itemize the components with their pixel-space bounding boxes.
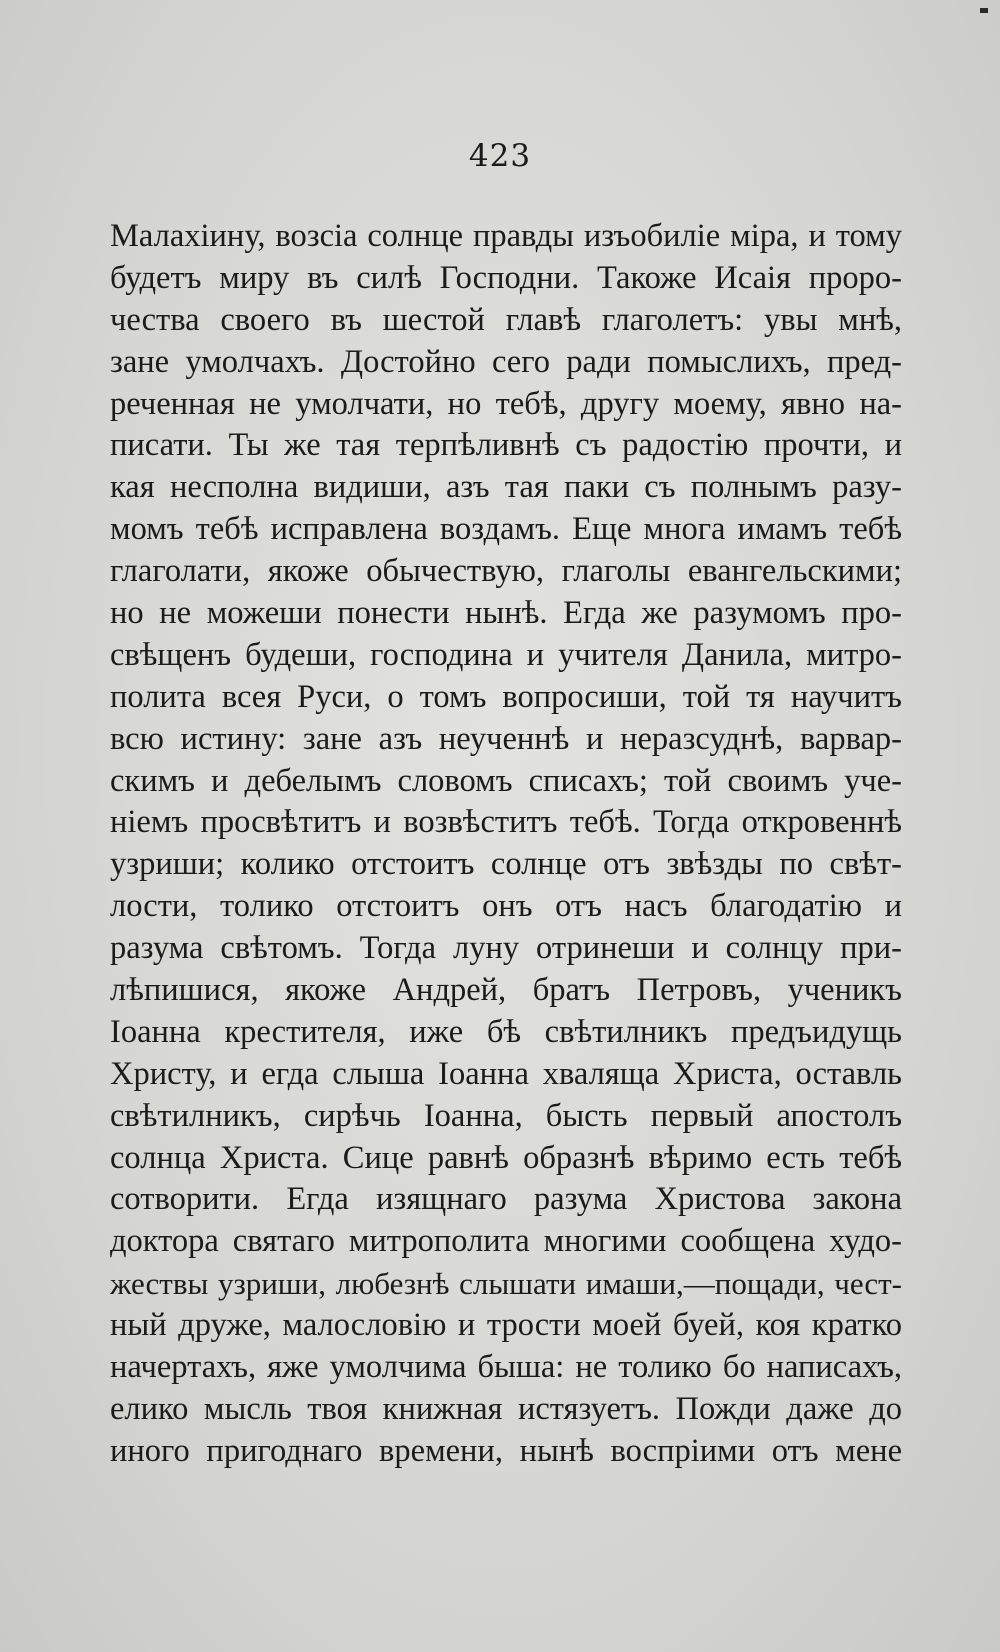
text-line: реченная не умолчати, но тебѣ, другу моему, явно на- <box>110 385 902 422</box>
text-line: всю истину: зане азъ неученнѣ и неразсуднѣ, варвар- <box>110 720 902 757</box>
text-line: начертахъ, яже умолчима быша: не толико бо написахъ, <box>110 1349 902 1386</box>
body-text <box>110 216 902 1473</box>
text-line: чества своего въ шестой главѣ глаголетъ: увы мнѣ, <box>110 301 902 338</box>
text-line: свѣтилникъ, сирѣчь Іоанна, бысть первый апостолъ <box>110 1097 902 1134</box>
text-line: лѣпишися, якоже Андрей, братъ Петровъ, ученикъ <box>110 972 902 1009</box>
text-line: кая несполна видиши, азъ тая паки съ полнымъ разу- <box>110 469 902 506</box>
page-number: 423 <box>468 138 532 174</box>
text-line: елико мысль твоя книжная истязуетъ. Пожди даже до <box>110 1390 902 1427</box>
text-line: писати. Ты же тая терпѣливнѣ съ радостію прочти, и <box>110 427 902 464</box>
text-line: сотворити. Егда изящнаго разума Христова закона <box>110 1181 902 1218</box>
print-mark <box>980 8 988 13</box>
text-line: разума свѣтомъ. Тогда луну отринеши и солнцу при- <box>110 930 902 967</box>
text-line: Малахіину, возсіа солнце правды изъобиліе міра, и тому <box>110 218 902 254</box>
text-line: ніемъ просвѣтитъ и возвѣститъ тебѣ. Тогда откровеннѣ <box>110 804 902 841</box>
text-line: доктора святаго митрополита многими сообщена худо- <box>110 1223 902 1260</box>
text-line: будетъ миру въ силѣ Господни. Такоже Исаія проро- <box>110 259 902 296</box>
text-line: солнца Христа. Сице равнѣ образнѣ вѣримо есть тебѣ <box>110 1139 902 1176</box>
text-line: лости, толико отстоитъ онъ отъ насъ благодатію и <box>110 888 902 925</box>
text-line: но не можеши понести нынѣ. Егда же разумомъ про- <box>110 595 902 632</box>
text-line: Христу, и егда слыша Іоанна хваляща Христа, оставль <box>110 1055 902 1092</box>
text-line: узриши; колико отстоитъ солнце отъ звѣзды по свѣт- <box>110 846 902 883</box>
text-line: жествы узриши, любезнѣ слышати имаши,—пощади, чест- <box>110 1266 902 1302</box>
text-line: Іоанна крестителя, иже бѣ свѣтилникъ предъидущь <box>110 1013 902 1050</box>
text-line: глаголати, якоже обычествую, глаголы евангельскими; <box>110 553 902 590</box>
text-line: свѣщенъ будеши, господина и учителя Данила, митро- <box>110 636 902 673</box>
text-line: зане умолчахъ. Достойно сего ради помыслихъ, пред- <box>110 343 902 380</box>
text-line: полита всея Руси, о томъ вопросиши, той тя научитъ <box>110 678 902 715</box>
text-line: скимъ и дебелымъ словомъ списахъ; той своимъ уче- <box>110 762 902 799</box>
text-line: ный друже, малословію и трости моей буей, коя кратко <box>110 1307 902 1344</box>
text-line: иного пригоднаго времени, нынѣ воспріими отъ мене <box>110 1432 902 1469</box>
text-line: момъ тебѣ исправлена воздамъ. Еще многа имамъ тебѣ <box>110 511 902 548</box>
